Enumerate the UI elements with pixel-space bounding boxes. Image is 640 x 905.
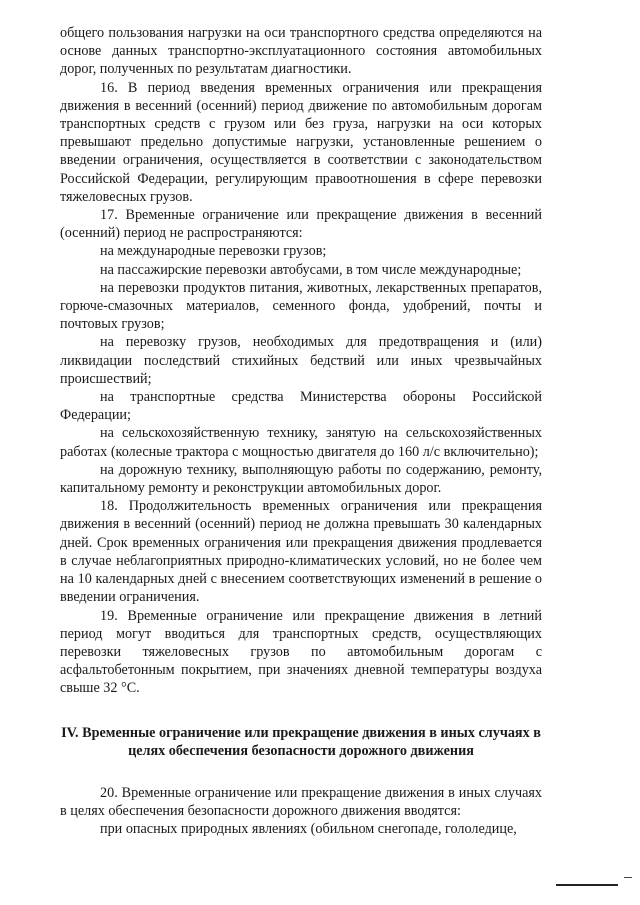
paragraph: 17. Временные ограничение или прекращение движения в весенний (осенний) период не распространяются: — [60, 207, 542, 242]
paragraph: 19. Временные ограничение или прекращение движения в летний период могут вводиться для транспортных средств, осуществляющих перевозки тяжеловесных грузов по автомобильным дорогам с асфальтобетонным покрытием, при значениях дневной температуры воздуха свыше 32 °С. — [60, 607, 542, 697]
paragraph: при опасных природных явлениях (обильном снегопаде, гололедице, — [100, 821, 517, 838]
paragraph: 20. Временные ограничение или прекращение движения в иных случаях в целях обеспечения безопасности дорожного движения вводятся: — [60, 784, 542, 820]
section-heading: IV. Временные ограничение или прекращение движения в иных случаях в целях обеспечения безопасности дорожного движения — [61, 724, 541, 759]
paragraph: на перевозки продуктов питания, животных, лекарственных препаратов, горюче-смазочных материалов, семенного фонда, удобрений, почты и почтовых грузов; — [60, 279, 542, 333]
document-page — [60, 24, 542, 839]
paragraph: на международные перевозки грузов; — [100, 243, 327, 260]
paragraph: 16. В период введения временных ограничения или прекращения движения в весенний (осенний) период движение по автомобильным дорогам транспортных средств с грузом или без груза, нагрузки на оси которых превышают предельно допустимые нагрузки, установленные решением о введении ограничения, осуществляется в соответствии с законодательством Российской Федерации, регулирующим правоотношения в сфере перевозки тяжеловесных грузов. — [60, 79, 542, 205]
paragraph: на сельскохозяйственную технику, занятую на сельскохозяйственных работах (колесные трактора с мощностью двигателя до 160 л/с включительно); — [60, 425, 542, 460]
paragraph: на пассажирские перевозки автобусами, в том числе международные; — [100, 261, 522, 278]
paragraph: общего пользования нагрузки на оси транспортного средства определяются на основе данных транспортно-эксплуатационного состояния автомобильных дорог, полученных по результатам диагностики. — [60, 25, 542, 78]
document-body-bottom — [60, 784, 542, 839]
paragraph: на перевозку грузов, необходимых для предотвращения и (или) ликвидации последствий стихийных бедствий или иных чрезвычайных происшествий; — [60, 334, 542, 387]
footer-rule — [556, 884, 618, 886]
paragraph: 18. Продолжительность временных ограничения или прекращения движения в весенний (осенний) период не должна превышать 30 календарных дней. Срок временных ограничения или прекращения движения продлевается в случае неблагоприятных природно-климатических условий, но не более чем на 10 календарных дней с внесением соответствующих изменений в решение о введении ограничения. — [60, 498, 542, 606]
footer-dash — [624, 877, 632, 878]
document-body-top — [60, 24, 542, 698]
paragraph: на дорожную технику, выполняющую работы по содержанию, ремонту, капитальному ремонту и реконструкции автомобильных дорог. — [60, 461, 542, 497]
paragraph: на транспортные средства Министерства обороны Российской Федерации; — [60, 389, 542, 424]
